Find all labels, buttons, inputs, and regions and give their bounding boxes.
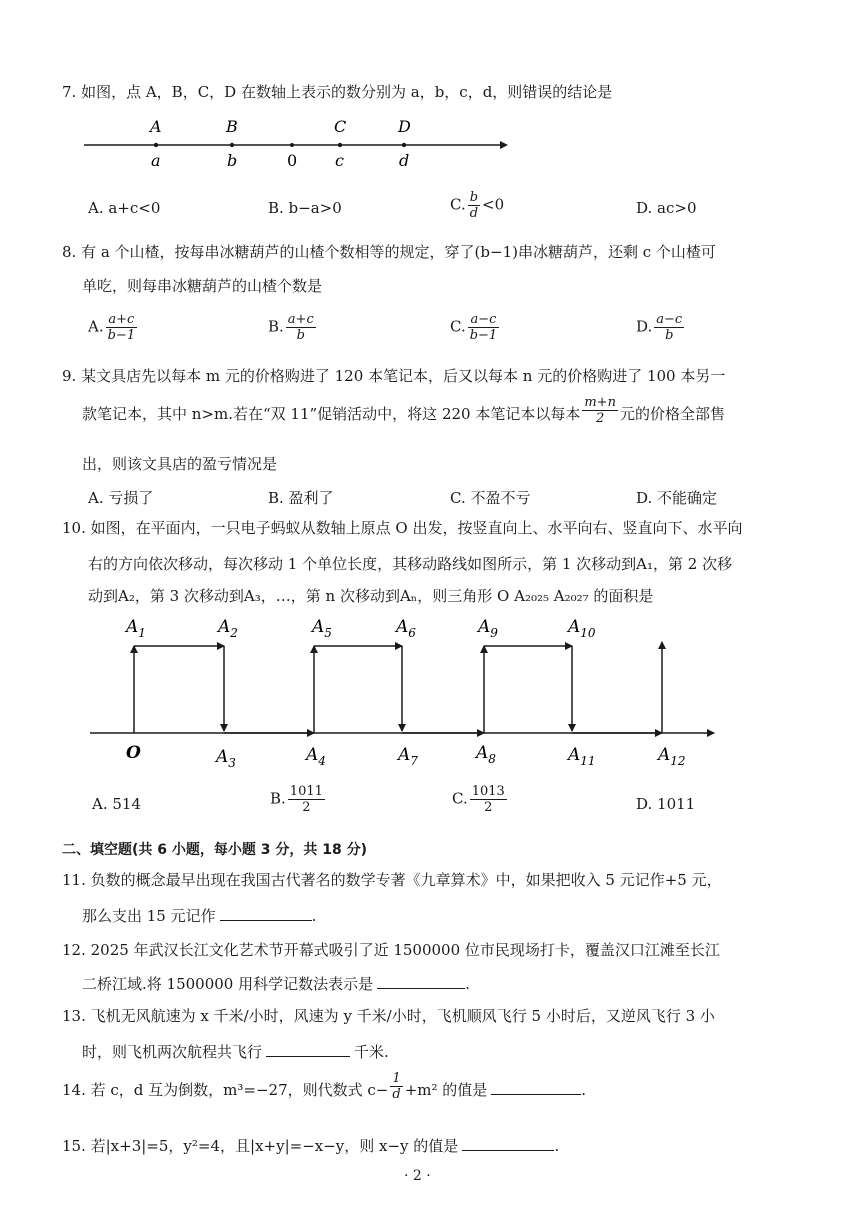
q13-line1: 13. 飞机无风航速为 x 千米/小时，风速为 y 千米/小时，飞机顺风飞行 5 小时后，又逆风飞行 3 小 — [62, 1007, 715, 1025]
fraction-numerator: a+c — [106, 312, 138, 328]
q14-line — [62, 1070, 587, 1102]
q7-option-c-fraction — [468, 190, 480, 221]
option-label: B. — [270, 789, 286, 808]
option-fraction — [470, 784, 507, 815]
q9-option-b: B. 盈利了 — [268, 489, 334, 507]
value-label-zero: 0 — [287, 151, 298, 170]
page-number: · 2 · — [404, 1168, 431, 1184]
label-o: O — [126, 743, 141, 763]
q8-stem-line1: 8. 有 a 个山楂，按每串冰糖葫芦的山楂个数相等的规定，穿了(b−1)串冰糖葫芦，还剩 c 个山楂可 — [62, 243, 716, 261]
option-fraction — [654, 312, 684, 343]
q11-line2-text: 那么支出 15 元记作 — [82, 907, 216, 925]
option-label: B. — [268, 317, 284, 336]
q10-stem-line1: 10. 如图，在平面内，一只电子蚂蚁从数轴上原点 O 出发，按竖直向上、水平向右、竖直向下、水平向 — [62, 519, 743, 537]
fraction-denominator: d — [469, 206, 479, 221]
value-label-a: a — [151, 151, 161, 170]
q11-line1: 11. 负数的概念最早出现在我国古代著名的数学专著《九章算术》中，如果把收入 5 元记作+5 元， — [62, 871, 722, 889]
label-a8: $A_8$ — [476, 743, 496, 766]
q7-option-c — [450, 190, 504, 221]
label-a9: $A_9$ — [478, 617, 498, 640]
q10-path-diagram — [86, 612, 726, 772]
label-a4: $A_4$ — [306, 745, 326, 768]
fraction-denominator: 2 — [302, 800, 311, 815]
q10-option-d: D. 1011 — [636, 795, 696, 813]
point-label-b: B — [226, 117, 238, 136]
q11-period: . — [311, 907, 317, 925]
q15-answer-blank[interactable] — [462, 1134, 554, 1151]
fraction-denominator: b — [296, 328, 305, 343]
q10-stem-line3: 动到A₂，第 3 次移动到A₃，…，第 n 次移动到Aₙ，则三角形 O A₂₀₂₅ A₂₀₂₇ 的面积是 — [88, 587, 654, 605]
fraction-denominator: 2 — [484, 800, 493, 815]
q9-option-c: C. 不盈不亏 — [450, 489, 531, 507]
q12-line1: 12. 2025 年武汉长江文化艺术节开幕式吸引了近 1500000 位市民现场打卡，覆盖汉口江滩至长江 — [62, 941, 720, 959]
q9-price-fraction — [582, 395, 618, 426]
q7-option-d: D. ac>0 — [636, 199, 697, 217]
value-label-b: b — [227, 151, 238, 170]
label-a12: $A_{12}$ — [658, 745, 686, 768]
q9-option-d: D. 不能确定 — [636, 489, 718, 507]
q10-stem-line2: 右的方向依次移动，每次移动 1 个单位长度，其移动路线如图所示，第 1 次移动到A₁，第 2 次移 — [88, 555, 733, 573]
option-fraction — [106, 312, 138, 343]
q10-option-a: A. 514 — [92, 795, 141, 813]
option-fraction — [468, 312, 500, 343]
q13-line2 — [82, 1040, 389, 1062]
fraction-denominator: b−1 — [107, 328, 136, 343]
q11-line2 — [82, 904, 316, 926]
q14-text-pre: 14. 若 c，d 互为倒数，m³=−27，则代数式 c− — [62, 1081, 389, 1099]
q14-answer-blank[interactable] — [491, 1078, 581, 1095]
q9-option-a: A. 亏损了 — [88, 489, 154, 507]
q7-number-line — [80, 112, 510, 176]
option-label: C. — [452, 789, 468, 808]
value-label-d: d — [399, 151, 410, 170]
fraction-denominator: b — [665, 328, 674, 343]
fraction-numerator: b — [469, 190, 479, 205]
label-a2: $A_2$ — [218, 617, 238, 640]
q8-option-b — [268, 312, 318, 343]
label-a11: $A_{11}$ — [568, 745, 596, 768]
q12-line2 — [82, 972, 470, 994]
fraction-numerator: 1011 — [289, 784, 323, 799]
label-a6: $A_6$ — [396, 617, 416, 640]
fraction-denominator: 2 — [596, 410, 605, 426]
fraction-denominator: b−1 — [469, 328, 498, 343]
value-label-c: c — [335, 151, 344, 170]
q8-stem-line2: 单吃，则每串冰糖葫芦的山楂个数是 — [82, 277, 323, 295]
fraction-numerator: 1013 — [471, 784, 505, 799]
q15-text: 15. 若|x+3|=5，y²=4，且|x+y|=−x−y，则 x−y 的值是 — [62, 1137, 459, 1155]
q13-line2-text: 时，则飞机两次航程共飞行 — [82, 1043, 263, 1061]
label-a5: $A_5$ — [312, 617, 332, 640]
option-label: A. — [88, 317, 104, 336]
q13-line2-tail: 千米. — [354, 1043, 389, 1061]
fraction-numerator: 1 — [390, 1071, 402, 1087]
q8-option-c — [450, 312, 501, 343]
option-fraction — [286, 312, 316, 343]
label-a3: $A_3$ — [216, 747, 236, 770]
option-label: D. — [636, 317, 653, 336]
section-heading-fill-in: 二、填空题(共 6 小题，每小题 3 分，共 18 分) — [62, 842, 368, 858]
q7-stem: 7. 如图，点 A，B，C，D 在数轴上表示的数分别为 a，b，c，d，则错误的结论是 — [62, 83, 613, 101]
q9-stem-line1: 9. 某文具店先以每本 m 元的价格购进了 120 本笔记本，后又以每本 n 元的价格购进了 100 本另一 — [62, 367, 726, 385]
q15-period: . — [554, 1137, 560, 1155]
fraction-numerator: a−c — [468, 312, 500, 328]
q8-option-d — [636, 312, 686, 343]
point-label-c: C — [334, 117, 347, 136]
q14-fraction — [390, 1071, 402, 1102]
q7-option-b: B. b−a>0 — [268, 199, 342, 217]
q8-option-a — [88, 312, 139, 343]
q7-option-c-label: C. — [450, 195, 466, 214]
q14-text-post: +m² 的值是 — [404, 1081, 488, 1099]
q15-line — [62, 1134, 559, 1156]
q11-answer-blank[interactable] — [220, 904, 312, 921]
label-a10: $A_{10}$ — [568, 617, 596, 640]
q7-option-a: A. a+c<0 — [88, 199, 161, 217]
point-label-d: D — [398, 117, 411, 136]
q9-stem-part-b: 元的价格全部售 — [619, 405, 725, 423]
label-a1: $A_1$ — [126, 617, 146, 640]
q9-stem-line2 — [82, 394, 725, 426]
q9-stem-line3: 出，则该文具店的盈亏情况是 — [82, 455, 278, 473]
q9-stem-part-a: 款笔记本，其中 n>m.若在“双 11”促销活动中，将这 220 本笔记本以每本 — [82, 405, 581, 423]
q10-option-b — [270, 784, 327, 815]
q13-answer-blank[interactable] — [266, 1040, 350, 1057]
q12-line2-text: 二桥江域.将 1500000 用科学记数法表示是 — [82, 975, 374, 993]
label-a7: $A_7$ — [398, 745, 418, 768]
fraction-numerator: a+c — [287, 312, 314, 327]
q12-period: . — [465, 975, 470, 993]
q12-answer-blank[interactable] — [377, 972, 465, 989]
q7-option-c-tail: <0 — [482, 195, 505, 214]
fraction-denominator: d — [392, 1086, 401, 1102]
q14-period: . — [581, 1081, 587, 1099]
option-fraction — [288, 784, 325, 815]
fraction-numerator: a−c — [656, 312, 683, 327]
option-label: C. — [450, 317, 466, 336]
fraction-numerator: m+n — [584, 394, 616, 410]
point-label-a: A — [150, 117, 162, 136]
q10-option-c — [452, 784, 509, 815]
